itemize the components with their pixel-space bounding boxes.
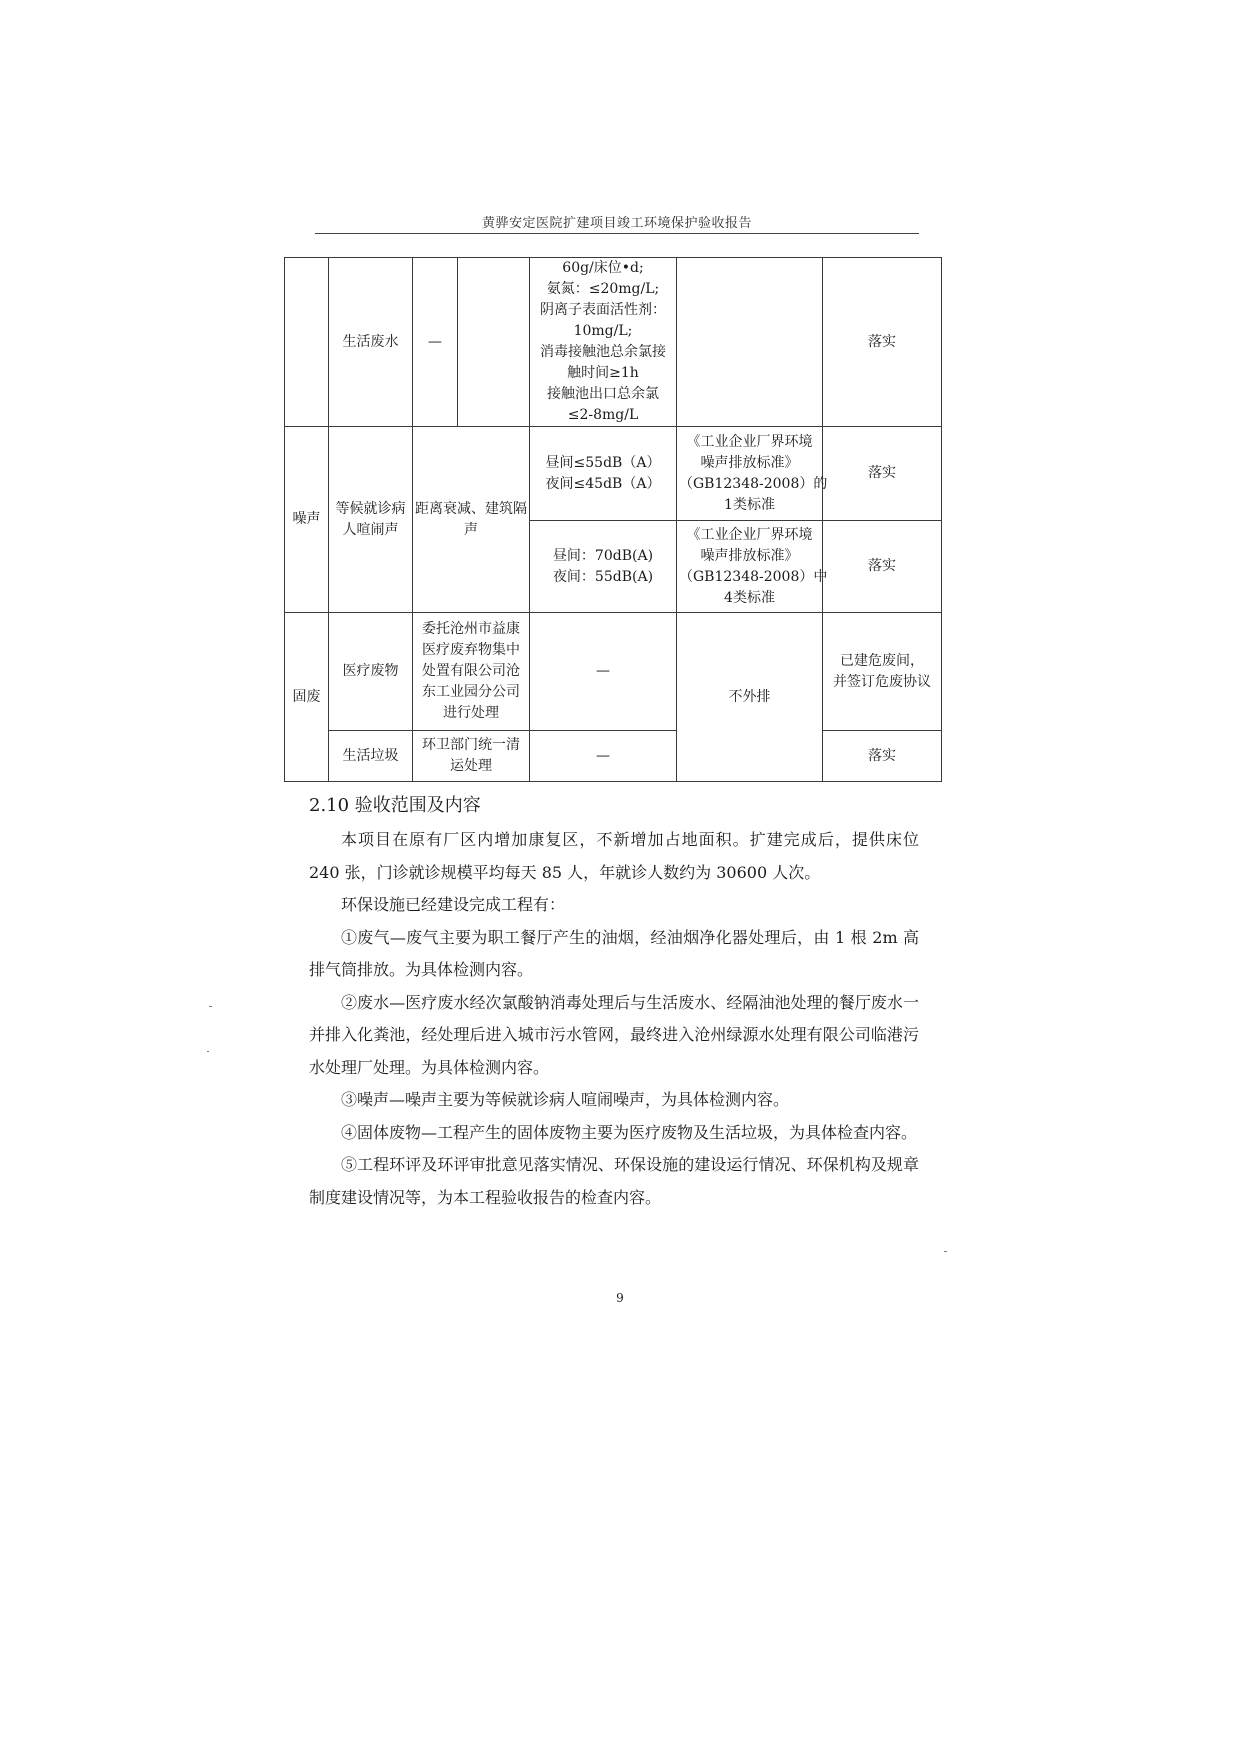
table-row-noise-1 bbox=[285, 427, 942, 521]
limits-cell-noise-2: 昼间：70dB(A) 夜间：55dB(A) bbox=[530, 521, 677, 613]
measure-cell-wastewater: — bbox=[413, 258, 458, 427]
standard-cell-noise-2: 《工业企业厂界环境 噪声排放标准》 （GB12348-2008）中 4类标准 bbox=[677, 521, 823, 613]
page-header-title: 黄骅安定医院扩建项目竣工环境保护验收报告 bbox=[481, 216, 752, 231]
paragraph: ②废水—医疗废水经次氯酸钠消毒处理后与生活废水、经隔油池处理的餐厅废水一并排入化粪池，经处理后进入城市污水管网，最终进入沧州绿源水处理有限公司临港污水处理厂处理。为具体检测内容。 bbox=[309, 992, 919, 1077]
scan-speck bbox=[944, 1251, 947, 1252]
standard-cell-noise-1: 《工业企业厂界环境 噪声排放标准》 （GB12348-2008）的 1类标准 bbox=[677, 427, 823, 521]
paragraph: ⑤工程环评及环评审批意见落实情况、环保设施的建设运行情况、环保机构及规章制度建设情况等，为本工程验收报告的检查内容。 bbox=[309, 1155, 919, 1207]
measure-cell-noise: 距离衰减、建筑隔声 bbox=[413, 427, 530, 613]
paragraph: 环保设施已经建设完成工程有： bbox=[341, 895, 566, 914]
limits-cell-medical: — bbox=[530, 613, 677, 731]
table-row-wastewater bbox=[285, 258, 942, 427]
blank-cell-wastewater bbox=[458, 258, 530, 427]
status-cell-wastewater: 落实 bbox=[823, 258, 942, 427]
standard-cell-solid: 不外排 bbox=[677, 613, 823, 782]
status-cell-noise-2: 落实 bbox=[823, 521, 942, 613]
paragraph: ①废气—废气主要为职工餐厅产生的油烟，经油烟净化器处理后，由 1 根 2m 高排气筒排放。为具体检测内容。 bbox=[309, 927, 919, 979]
paragraph: ④固体废物—工程产生的固体废物主要为医疗废物及生活垃圾，为具体检查内容。 bbox=[341, 1122, 918, 1142]
limits-cell-noise-1: 昼间≤55dB（A） 夜间≤45dB（A） bbox=[530, 427, 677, 521]
paragraph: 本项目在原有厂区内增加康复区，不新增加占地面积。扩建完成后，提供床位 240 张，门诊就诊规模平均每天 85 人，年就诊人数约为 30600 人次。 bbox=[309, 830, 919, 882]
table-row-domestic-waste bbox=[285, 731, 942, 782]
header-divider bbox=[315, 233, 919, 234]
table-row-medical-waste bbox=[285, 613, 942, 731]
measure-cell-domestic: 环卫部门统一清 运处理 bbox=[413, 731, 530, 782]
category-cell-noise: 噪声 bbox=[285, 427, 329, 613]
section-body bbox=[309, 824, 919, 1214]
source-cell-noise: 等候就诊病人喧闹声 bbox=[329, 427, 413, 613]
status-cell-medical: 已建危废间， 并签订危废协议 bbox=[823, 613, 942, 731]
limits-cell-wastewater: 60g/床位•d; 氨氮：≤20mg/L; 阴离子表面活性剂： 10mg/L; 消毒接触池总余氯接 触时间≥1h 接触池出口总余氯 ≤2-8mg/L bbox=[530, 258, 677, 427]
scan-speck bbox=[209, 1006, 212, 1007]
source-cell-medical: 医疗废物 bbox=[329, 613, 413, 731]
acceptance-table bbox=[284, 257, 942, 782]
limits-cell-domestic: — bbox=[530, 731, 677, 782]
category-cell-wastewater bbox=[285, 258, 329, 427]
status-cell-noise-1: 落实 bbox=[823, 427, 942, 521]
section-heading: 2.10 验收范围及内容 bbox=[309, 795, 481, 816]
source-cell-wastewater: 生活废水 bbox=[329, 258, 413, 427]
category-cell-solid: 固废 bbox=[285, 613, 329, 782]
paragraph: ③噪声—噪声主要为等候就诊病人喧闹噪声，为具体检测内容。 bbox=[341, 1090, 790, 1109]
scan-speck bbox=[207, 1051, 209, 1052]
page-number: 9 bbox=[616, 1291, 624, 1305]
source-cell-domestic: 生活垃圾 bbox=[329, 731, 413, 782]
measure-cell-medical: 委托沧州市益康 医疗废弃物集中 处置有限公司沧 东工业园分公司 进行处理 bbox=[413, 613, 530, 731]
standard-cell-wastewater bbox=[677, 258, 823, 427]
status-cell-domestic: 落实 bbox=[823, 731, 942, 782]
